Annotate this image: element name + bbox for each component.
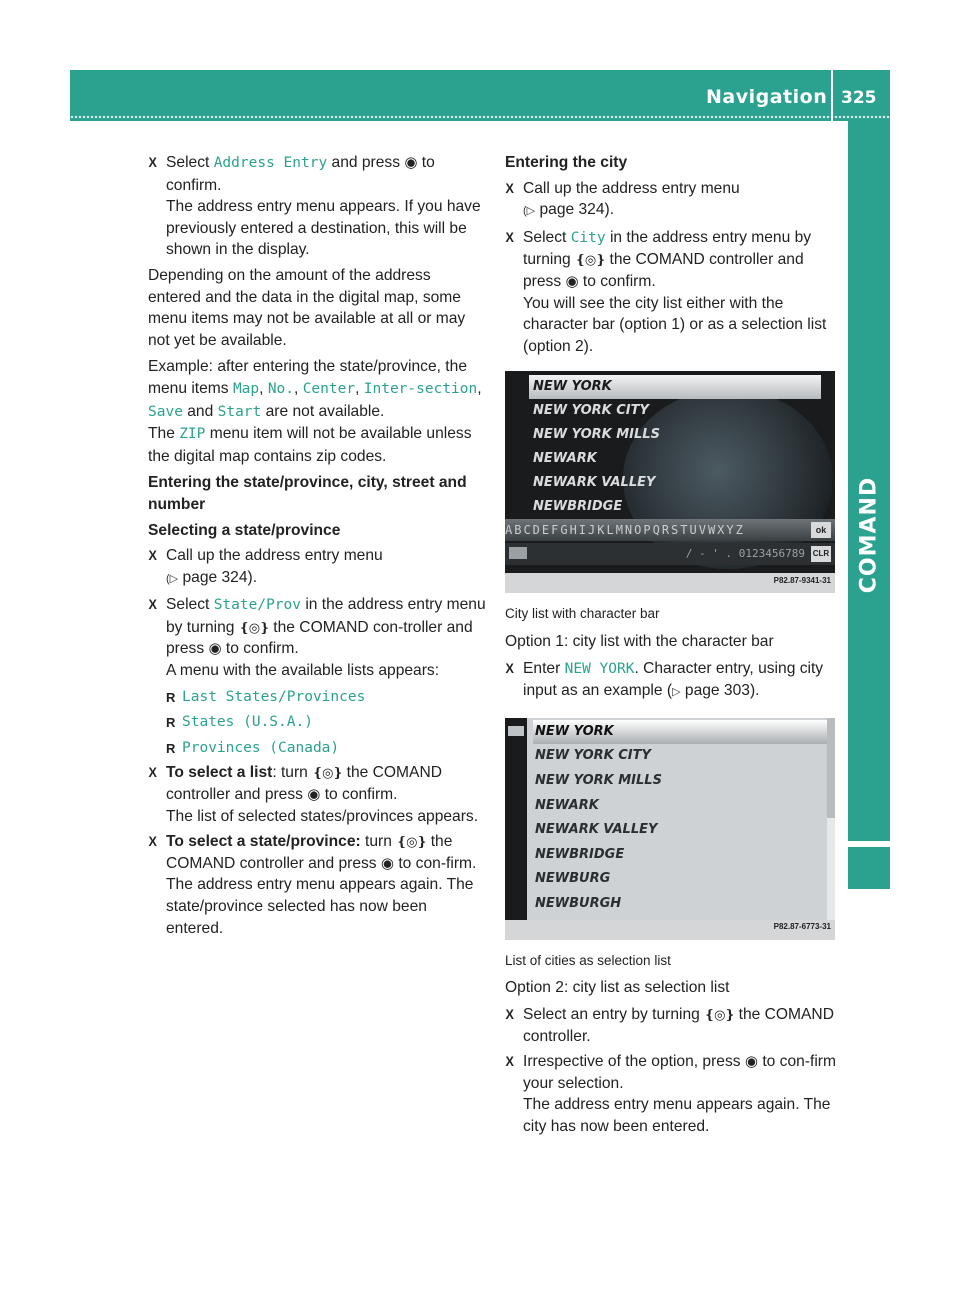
step-confirm-selection: X Irrespective of the option, press ◉ to con‐firm your selection. The address entry menu appears again. The city has now been entered. xyxy=(505,1051,840,1137)
page-ref-arrow-icon: (▷ xyxy=(166,572,179,585)
ok-button: ok xyxy=(811,522,831,538)
controller-turn-icon: ❴◎❵ xyxy=(575,252,606,268)
side-tab-label: COMAND xyxy=(856,476,882,594)
city-list-item: NEWBURGH xyxy=(535,895,622,911)
step-select-state: X Select State/Prov in the address entry menu by turning ❴◎❵ the COMAND con‐troller and press ◉ to confirm. A menu with the available lists appears: xyxy=(148,594,486,681)
side-marker xyxy=(848,847,890,889)
step-select-address-entry: X Select Address Entry and press ◉ to confirm. The address entry menu appears. If you have previously entered a destination, this will be shown in the display. xyxy=(148,152,486,261)
push-icon: ◉ xyxy=(307,786,321,804)
step-call-menu: X Call up the address entry menu (▷ page 324). xyxy=(148,545,486,590)
screenshot-city-list-character-bar xyxy=(505,371,835,593)
character-bar: ABCDEFGHIJKLMNOPQRSTUVWXYZ xyxy=(505,519,835,541)
back-icon xyxy=(509,547,527,559)
list-left-strip xyxy=(505,718,527,920)
page-ref-arrow-icon: (▷ xyxy=(523,205,536,218)
scrollbar-thumb xyxy=(827,718,835,818)
page-number: 325 xyxy=(841,88,877,108)
step-select-state-province: X To select a state/province: turn ❴◎❵ the COMAND controller and press ◉ to con‐firm. The address entry menu appears again. The state/province selected has now been entered. xyxy=(148,831,486,939)
left-column xyxy=(148,152,486,943)
push-icon: ◉ xyxy=(380,854,395,872)
controller-turn-icon: ❴◎❵ xyxy=(396,834,427,850)
push-icon: ◉ xyxy=(744,1053,758,1071)
city-list-item: NEWBRIDGE xyxy=(533,499,623,515)
right-column xyxy=(505,152,840,1141)
controller-turn-icon: ❴◎❵ xyxy=(238,619,269,635)
city-list-item: NEW YORK xyxy=(529,375,821,399)
scrollbar xyxy=(827,718,835,920)
list-item: R Provinces (Canada) xyxy=(148,737,486,760)
step-call-menu: X Call up the address entry menu (▷ page 324). xyxy=(505,178,840,223)
city-list-item: NEWARK VALLEY xyxy=(533,475,656,491)
figure-caption: List of cities as selection list xyxy=(505,952,671,968)
push-icon: ◉ xyxy=(208,640,222,658)
paragraph-example: Example: after entering the state/province, the menu items Map, No., Center, Inter‐section, Save and Start are not available. The ZIP menu item will not be available unless the digital map contains zip codes. xyxy=(148,358,482,465)
header-dots xyxy=(70,114,890,120)
city-list-item: NEWARK xyxy=(535,797,599,813)
page-title: Navigation xyxy=(706,86,828,108)
paragraph-availability: Depending on the amount of the address entered and the data in the digital map, some menu items may not be available at all or may not yet be available. xyxy=(148,266,466,349)
controller-turn-icon: ❴◎❵ xyxy=(704,1006,735,1022)
city-list-item: NEW YORK CITY xyxy=(535,748,651,764)
page-ref-arrow-icon: ▷ xyxy=(672,686,681,699)
clear-button: CLR xyxy=(811,546,831,562)
city-list-item: NEWARK VALLEY xyxy=(535,822,658,838)
list-item: R Last States/Provinces xyxy=(148,686,486,709)
image-reference: P82.87-6773-31 xyxy=(773,922,831,932)
step-select-list: X To select a list: turn ❴◎❵ the COMAND controller and press ◉ to confirm. The list of selected states/provinces appears. xyxy=(148,762,486,827)
code-address-entry: Address Entry xyxy=(213,155,328,171)
list-item: R States (U.S.A.) xyxy=(148,711,486,734)
city-list-item: NEW YORK xyxy=(533,720,827,745)
option-title: Option 1: city list with the character bar xyxy=(505,632,774,650)
city-list-item: NEWBURG xyxy=(535,871,611,887)
section-heading: Entering the city xyxy=(505,154,628,171)
city-list-item: NEW YORK MILLS xyxy=(535,772,662,788)
city-list-item: NEW YORK MILLS xyxy=(533,427,660,443)
section-heading: Entering the state/province, city, street and number xyxy=(148,474,467,513)
figure-caption: City list with character bar xyxy=(505,606,660,622)
push-icon: ◉ xyxy=(565,272,579,290)
character-bar-symbols: / - ' . 0123456789 xyxy=(505,543,835,565)
city-list-item: NEWARK xyxy=(533,451,597,467)
subsection-heading: Selecting a state/province xyxy=(148,521,341,539)
header-divider xyxy=(831,70,833,121)
city-list-item: NEWBRIDGE xyxy=(535,846,625,862)
city-list-item: NEW YORK CITY xyxy=(533,403,649,419)
back-icon xyxy=(508,726,524,736)
step-select-city: X Select City in the address entry menu by turning ❴◎❵ the COMAND controller and press ◉ to confirm. You will see the city list either with the character bar (option 1) or as a selection list (option 2). xyxy=(505,227,840,358)
option-title: Option 2: city list as selection list xyxy=(505,979,730,997)
step-select-entry: X Select an entry by turning ❴◎❵ the COMAND controller. xyxy=(505,1004,840,1047)
step-enter-city: X Enter NEW YORK. Character entry, using city input as an example (▷ page 303). xyxy=(505,658,840,704)
push-icon: ◉ xyxy=(404,154,418,171)
controller-turn-icon: ❴◎❵ xyxy=(312,765,343,781)
image-reference: P82.87-9341-31 xyxy=(773,575,831,585)
screenshot-city-selection-list xyxy=(505,718,835,940)
